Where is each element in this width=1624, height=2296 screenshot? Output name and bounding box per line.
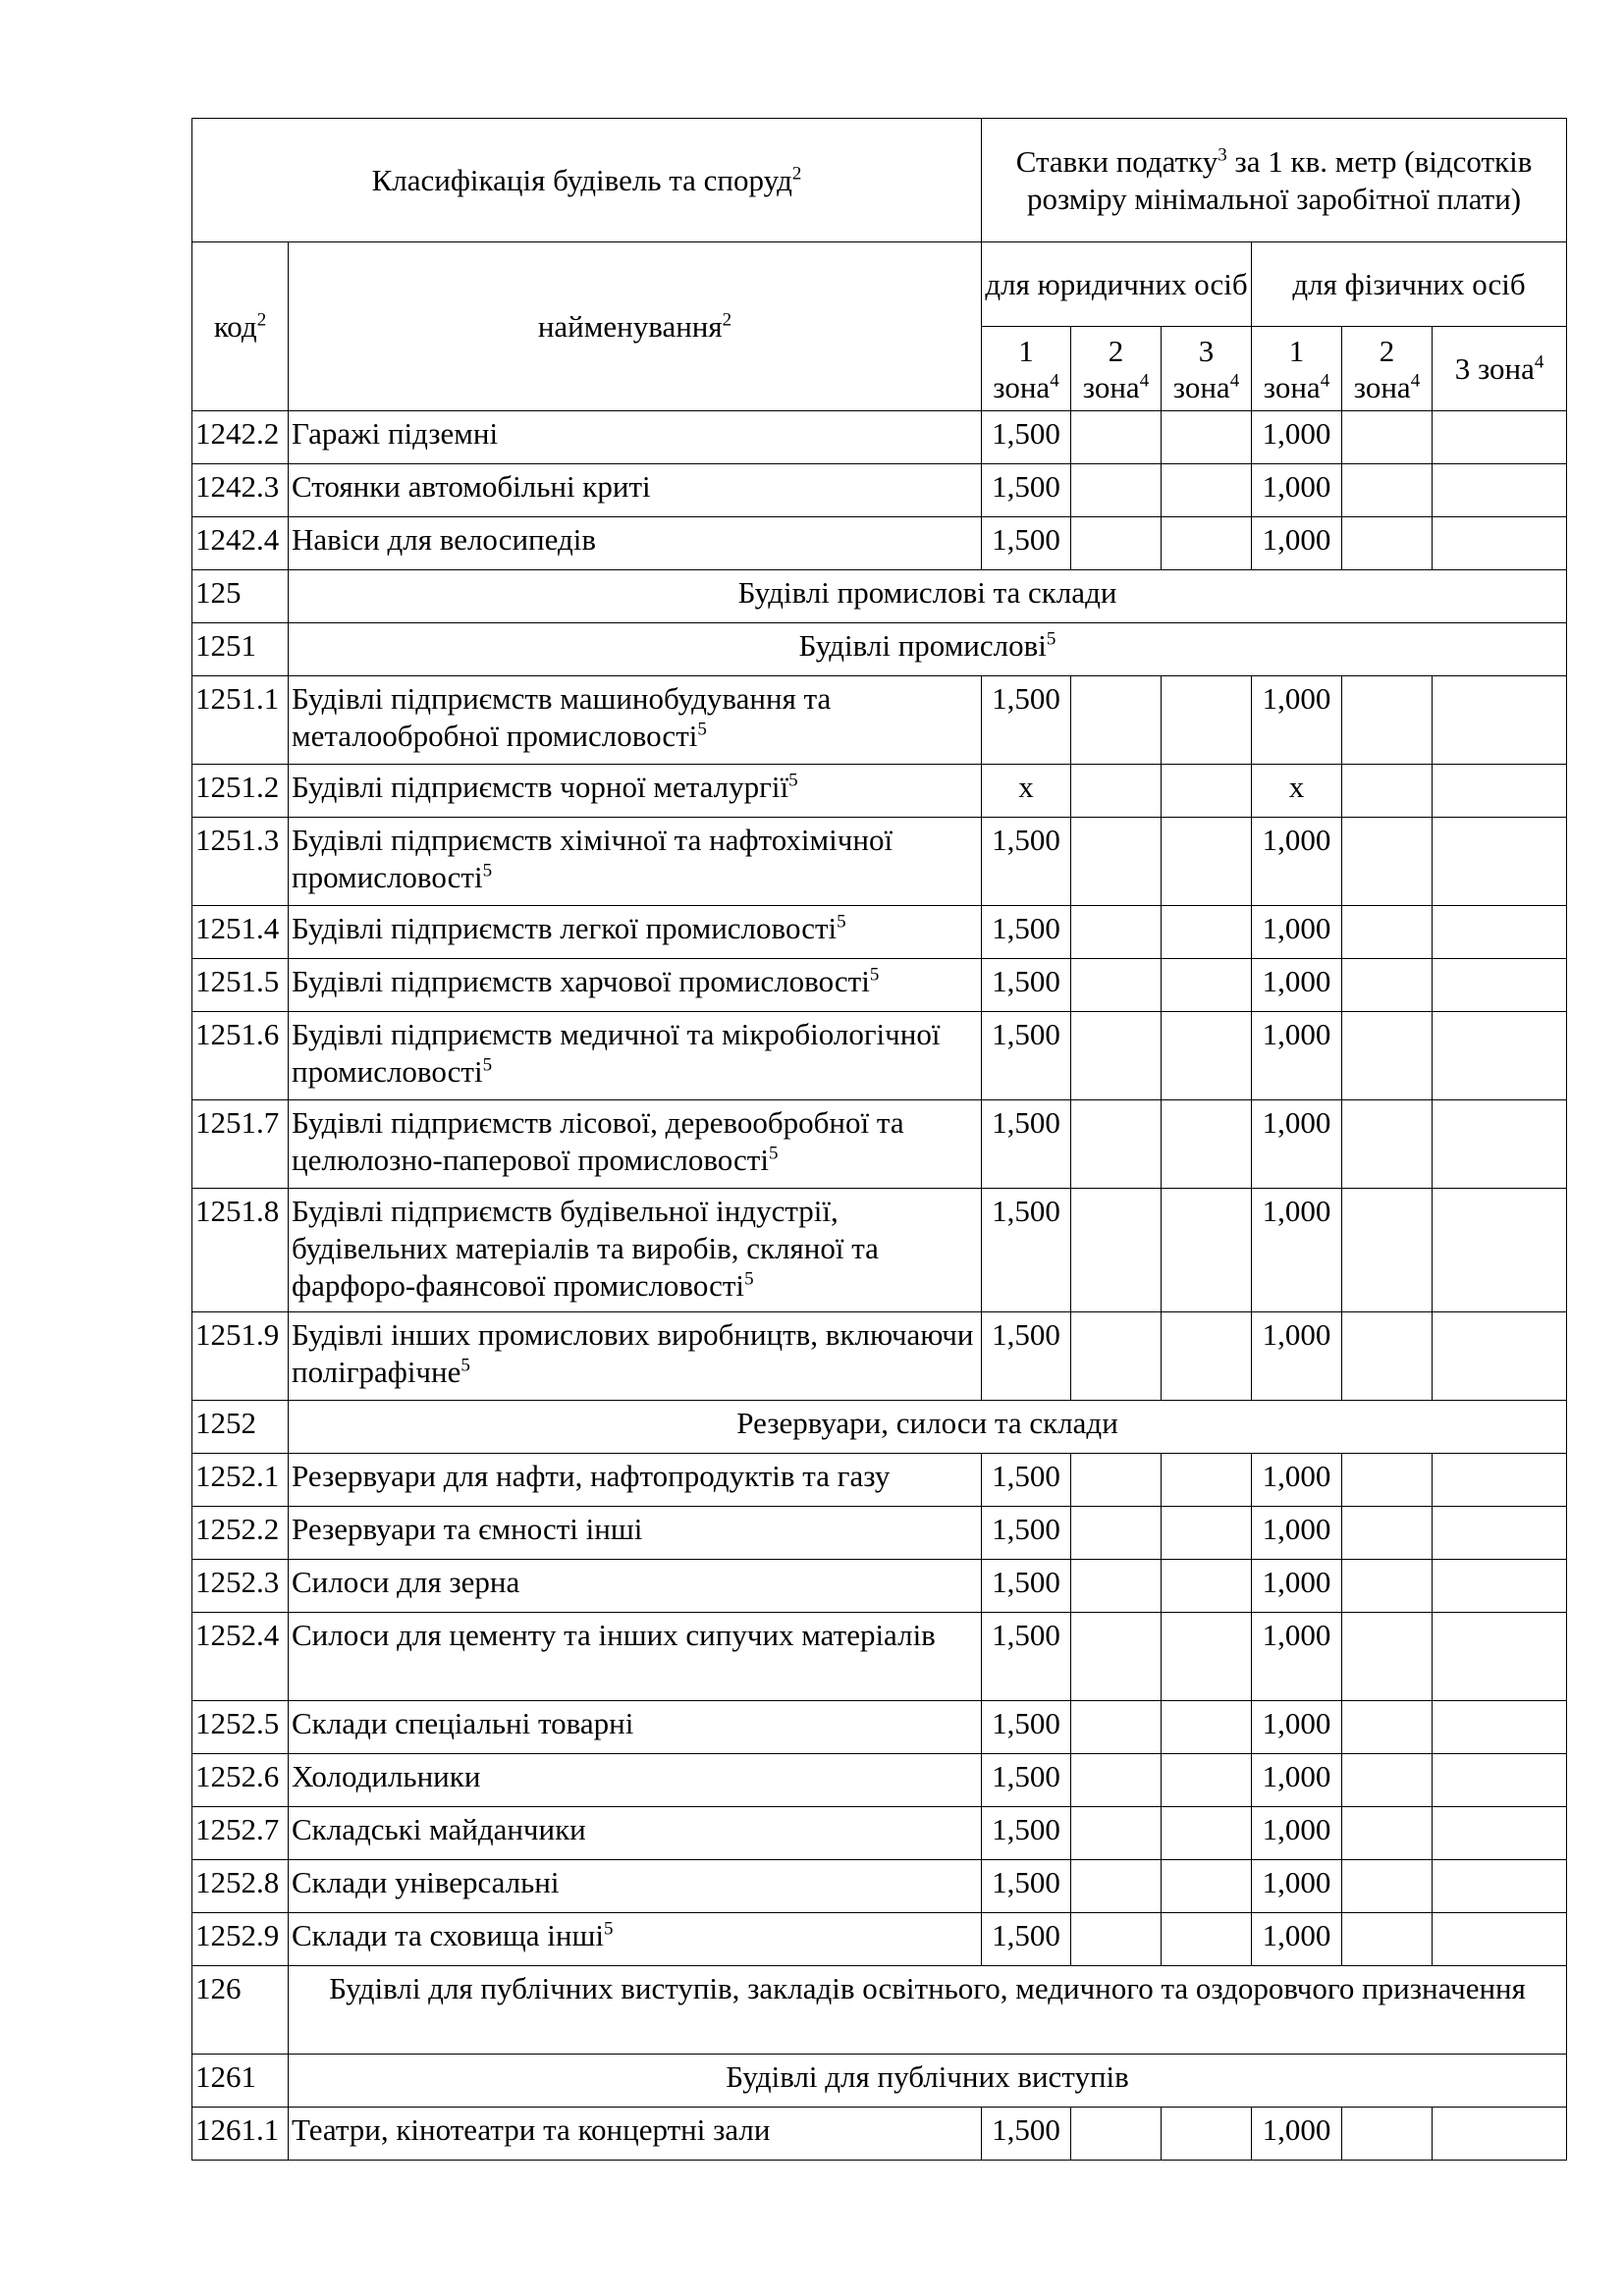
legal-zone1-rate: 1,500 [982, 1189, 1071, 1312]
row-footnote: 5 [482, 860, 493, 881]
physical-zone3-rate [1433, 2108, 1567, 2161]
table-row [192, 517, 1567, 570]
section-footnote: 5 [1046, 628, 1056, 650]
row-code: 1252 [192, 1401, 289, 1454]
table-row [192, 411, 1567, 464]
physical-zone3-rate [1433, 1913, 1567, 1966]
row-name [289, 1012, 982, 1100]
row-code: 126 [192, 1966, 289, 2055]
physical-zone3-rate [1433, 1807, 1567, 1860]
row-name [289, 676, 982, 765]
row-code: 1252.2 [192, 1507, 289, 1560]
physical-zone1-rate: 1,000 [1252, 1454, 1342, 1507]
row-name [289, 1860, 982, 1913]
physical-zone1-rate: 1,000 [1252, 1312, 1342, 1401]
physical-zone2-rate [1342, 1860, 1433, 1913]
row-name-text: Резервуари та ємності інші [292, 1512, 643, 1546]
row-name-text: Гаражі підземні [292, 416, 499, 451]
row-name-text: Склади спеціальні товарні [292, 1706, 634, 1740]
code-header [192, 242, 289, 411]
legal-zone3-rate [1162, 765, 1252, 818]
zone-header: 1 зона$^4$ [1252, 327, 1342, 411]
section-row [192, 623, 1567, 676]
legal-zone1-rate: 1,500 [982, 1913, 1071, 1966]
legal-zone2-rate [1071, 1189, 1162, 1312]
row-name-text: Складські майданчики [292, 1812, 586, 1846]
physical-zone3-rate [1433, 818, 1567, 906]
legal-zone1-rate: 1,500 [982, 1012, 1071, 1100]
table-row [192, 1454, 1567, 1507]
row-code: 1242.2 [192, 411, 289, 464]
table-row [192, 464, 1567, 517]
table-row [192, 1754, 1567, 1807]
row-name-text: Склади універсальні [292, 1865, 560, 1899]
row-name [289, 1312, 982, 1401]
zone-header: 2 зона$^4$ [1342, 327, 1433, 411]
section-title [289, 2055, 1567, 2108]
section-title-text: Резервуари, силоси та склади [736, 1406, 1118, 1440]
physical-zone3-rate [1433, 517, 1567, 570]
physical-zone1-rate: 1,000 [1252, 1613, 1342, 1701]
row-footnote: 5 [837, 911, 846, 933]
classification-header [192, 119, 982, 242]
physical-zone2-rate [1342, 1701, 1433, 1754]
row-name [289, 464, 982, 517]
physical-zone1-rate: 1,000 [1252, 906, 1342, 959]
legal-zone2-rate [1071, 411, 1162, 464]
row-name [289, 1100, 982, 1189]
physical-zone1-rate: 1,000 [1252, 1100, 1342, 1189]
row-footnote: 5 [603, 1918, 614, 1940]
physical-zone2-rate [1342, 959, 1433, 1012]
section-title-text: Будівлі промислові та склади [737, 575, 1117, 610]
table-row [192, 676, 1567, 765]
legal-zone3-rate [1162, 1613, 1252, 1701]
legal-zone3-rate [1162, 959, 1252, 1012]
row-name-text: Холодильники [292, 1759, 481, 1793]
legal-zone1-rate: 1,500 [982, 1754, 1071, 1807]
rates-label: Ставки податку [1015, 144, 1218, 180]
row-code: 125 [192, 570, 289, 623]
legal-zone2-rate [1071, 1754, 1162, 1807]
row-code: 1242.4 [192, 517, 289, 570]
row-name [289, 1913, 982, 1966]
physical-zone1-rate: 1,000 [1252, 517, 1342, 570]
legal-entities-header: для юридичних осіб [982, 242, 1252, 327]
row-name-text: Театри, кінотеатри та концертні зали [292, 2112, 771, 2147]
row-footnote: 5 [744, 1268, 754, 1290]
row-code: 1252.3 [192, 1560, 289, 1613]
table-row [192, 1860, 1567, 1913]
physical-zone2-rate [1342, 765, 1433, 818]
physical-zone3-rate [1433, 464, 1567, 517]
row-name-text: Будівлі підприємств лісової, деревообробної та целюлозно-паперової промисловості [292, 1105, 904, 1177]
legal-zone1-rate: 1,500 [982, 517, 1071, 570]
physical-zone1-rate: 1,000 [1252, 464, 1342, 517]
legal-zone3-rate [1162, 906, 1252, 959]
legal-zone2-rate [1071, 517, 1162, 570]
row-name-text: Резервуари для нафти, нафтопродуктів та газу [292, 1459, 891, 1493]
row-footnote: 5 [788, 770, 798, 791]
row-name-text: Силоси для цементу та інших сипучих матеріалів [292, 1618, 936, 1652]
legal-zone1-rate: 1,500 [982, 1613, 1071, 1701]
row-name [289, 1507, 982, 1560]
legal-zone3-rate [1162, 1807, 1252, 1860]
row-name-text: Будівлі підприємств чорної металургії [292, 770, 789, 804]
legal-zone3-rate [1162, 1312, 1252, 1401]
row-name-text: Будівлі підприємств медичної та мікробіологічної промисловості [292, 1017, 941, 1089]
row-code: 1251.2 [192, 765, 289, 818]
physical-zone1-rate: 1,000 [1252, 411, 1342, 464]
legal-zone1-rate: 1,500 [982, 1100, 1071, 1189]
physical-zone2-rate [1342, 676, 1433, 765]
physical-zone2-rate [1342, 1507, 1433, 1560]
legal-zone3-rate [1162, 1507, 1252, 1560]
row-name [289, 1454, 982, 1507]
physical-zone3-rate [1433, 959, 1567, 1012]
row-code: 1252.7 [192, 1807, 289, 1860]
row-code: 1252.4 [192, 1613, 289, 1701]
table-row [192, 906, 1567, 959]
section-title [289, 570, 1567, 623]
legal-zone3-rate [1162, 1012, 1252, 1100]
zone-header: 2 зона$^4$ [1071, 327, 1162, 411]
row-code: 1242.3 [192, 464, 289, 517]
row-code: 1251.5 [192, 959, 289, 1012]
zone-header: 3 зона$^4$ [1162, 327, 1252, 411]
physical-zone2-rate [1342, 1454, 1433, 1507]
name-label: найменування [537, 309, 723, 345]
code-footnote: 2 [256, 309, 267, 331]
legal-zone2-rate [1071, 2108, 1162, 2161]
row-code: 1251.7 [192, 1100, 289, 1189]
physical-zone3-rate [1433, 1012, 1567, 1100]
physical-zone2-rate [1342, 411, 1433, 464]
row-code: 1252.5 [192, 1701, 289, 1754]
physical-zone3-rate [1433, 1189, 1567, 1312]
row-name-text: Будівлі підприємств будівельної індустрії, будівельних матеріалів та виробів, скляної та фарфоро-фаянсової промисловості [292, 1194, 879, 1303]
physical-zone2-rate [1342, 1807, 1433, 1860]
row-name-text: Силоси для зерна [292, 1565, 520, 1599]
row-footnote: 5 [482, 1054, 493, 1076]
legal-zone2-rate [1071, 1807, 1162, 1860]
table-row [192, 1189, 1567, 1312]
physical-zone1-rate: 1,000 [1252, 1860, 1342, 1913]
physical-zone2-rate [1342, 464, 1433, 517]
legal-zone1-rate: 1,500 [982, 1701, 1071, 1754]
physical-zone1-rate: 1,000 [1252, 959, 1342, 1012]
physical-zone3-rate [1433, 1312, 1567, 1401]
legal-zone2-rate [1071, 676, 1162, 765]
row-footnote: 5 [697, 719, 707, 740]
legal-zone3-rate [1162, 676, 1252, 765]
legal-zone1-rate: 1,500 [982, 1807, 1071, 1860]
legal-zone3-rate [1162, 1454, 1252, 1507]
legal-zone1-rate: 1,500 [982, 1860, 1071, 1913]
rates-footnote: 3 [1218, 144, 1227, 166]
row-name-text: Стоянки автомобільні криті [292, 469, 651, 504]
physical-zone1-rate: 1,000 [1252, 1012, 1342, 1100]
physical-zone3-rate [1433, 1507, 1567, 1560]
table-row [192, 1807, 1567, 1860]
legal-zone3-rate [1162, 1913, 1252, 1966]
row-name [289, 765, 982, 818]
legal-zone1-rate: 1,500 [982, 676, 1071, 765]
physical-zone3-rate [1433, 1454, 1567, 1507]
legal-zone1-rate: 1,500 [982, 1454, 1071, 1507]
table-row [192, 1613, 1567, 1701]
table-row [192, 1507, 1567, 1560]
row-name [289, 1189, 982, 1312]
legal-zone1-rate: х [982, 765, 1071, 818]
physical-zone1-rate: 1,000 [1252, 1701, 1342, 1754]
legal-zone2-rate [1071, 1454, 1162, 1507]
legal-zone2-rate [1071, 464, 1162, 517]
classification-label: Класифікація будівель та споруд [371, 163, 792, 198]
zone-header: 1 зона$^4$ [982, 327, 1071, 411]
row-name [289, 1754, 982, 1807]
row-name-text: Будівлі інших промислових виробництв, включаючи поліграфічне [292, 1317, 974, 1389]
individuals-header: для фізичних осіб [1252, 242, 1567, 327]
physical-zone2-rate [1342, 1913, 1433, 1966]
physical-zone1-rate: 1,000 [1252, 1807, 1342, 1860]
physical-zone2-rate [1342, 1312, 1433, 1401]
row-code: 1252.6 [192, 1754, 289, 1807]
physical-zone3-rate [1433, 906, 1567, 959]
physical-zone3-rate [1433, 676, 1567, 765]
row-code: 1251 [192, 623, 289, 676]
legal-zone2-rate [1071, 1012, 1162, 1100]
legal-zone3-rate [1162, 2108, 1252, 2161]
row-code: 1261 [192, 2055, 289, 2108]
row-name [289, 1807, 982, 1860]
rates-label-rest: за 1 кв. метр (відсотків розміру мінімальної заробітної плати) [1026, 144, 1533, 216]
physical-zone2-rate [1342, 1100, 1433, 1189]
physical-zone2-rate [1342, 1189, 1433, 1312]
legal-zone3-rate [1162, 411, 1252, 464]
row-footnote: 5 [768, 1143, 779, 1164]
row-name-text: Будівлі підприємств хімічної та нафтохімічної промисловості [292, 823, 893, 894]
legal-zone2-rate [1071, 765, 1162, 818]
physical-zone1-rate: 1,000 [1252, 2108, 1342, 2161]
table-row [192, 1312, 1567, 1401]
name-footnote: 2 [722, 309, 732, 331]
row-code: 1251.8 [192, 1189, 289, 1312]
section-title [289, 1966, 1567, 2055]
row-name-text: Склади та сховища інші [292, 1918, 604, 1952]
legal-zone3-rate [1162, 517, 1252, 570]
classification-footnote: 2 [791, 163, 802, 185]
physical-zone1-rate: 1,000 [1252, 1560, 1342, 1613]
legal-zone2-rate [1071, 1100, 1162, 1189]
legal-zone2-rate [1071, 818, 1162, 906]
legal-zone3-rate [1162, 1701, 1252, 1754]
section-title [289, 1401, 1567, 1454]
physical-zone3-rate [1433, 1701, 1567, 1754]
table-row [192, 1913, 1567, 1966]
section-title-text: Будівлі для публічних виступів, закладів освітнього, медичного та оздоровчого призначення [329, 1971, 1526, 2005]
zone-header: 3 зона$^4$ [1433, 327, 1567, 411]
row-code: 1252.1 [192, 1454, 289, 1507]
physical-zone1-rate: х [1252, 765, 1342, 818]
section-title-text: Будівлі для публічних виступів [726, 2059, 1129, 2094]
legal-zone3-rate [1162, 1189, 1252, 1312]
physical-zone2-rate [1342, 1560, 1433, 1613]
legal-zone1-rate: 1,500 [982, 959, 1071, 1012]
table-row [192, 1100, 1567, 1189]
row-name [289, 1613, 982, 1701]
row-code: 1261.1 [192, 2108, 289, 2161]
legal-zone2-rate [1071, 959, 1162, 1012]
section-row [192, 2055, 1567, 2108]
legal-zone1-rate: 1,500 [982, 906, 1071, 959]
legal-zone2-rate [1071, 1560, 1162, 1613]
physical-zone2-rate [1342, 818, 1433, 906]
physical-zone3-rate [1433, 1754, 1567, 1807]
table-row [192, 1012, 1567, 1100]
row-name [289, 959, 982, 1012]
legal-zone2-rate [1071, 1860, 1162, 1913]
rates-header [982, 119, 1567, 242]
section-title [289, 623, 1567, 676]
legal-zone2-rate [1071, 1701, 1162, 1754]
table-row [192, 1701, 1567, 1754]
physical-zone3-rate [1433, 1860, 1567, 1913]
row-name-text: Будівлі підприємств легкої промисловості [292, 911, 838, 945]
row-footnote: 5 [869, 964, 880, 986]
physical-zone1-rate: 1,000 [1252, 1507, 1342, 1560]
row-footnote: 5 [460, 1355, 470, 1376]
physical-zone3-rate [1433, 765, 1567, 818]
table-body [192, 411, 1567, 2161]
tax-rates-table [191, 118, 1567, 2161]
name-header [289, 242, 982, 411]
legal-zone3-rate [1162, 1100, 1252, 1189]
row-code: 1252.8 [192, 1860, 289, 1913]
row-code: 1251.3 [192, 818, 289, 906]
row-code: 1251.9 [192, 1312, 289, 1401]
row-name-text: Будівлі підприємств харчової промисловості [292, 964, 870, 998]
row-code: 1251.1 [192, 676, 289, 765]
legal-zone2-rate [1071, 1613, 1162, 1701]
legal-zone1-rate: 1,500 [982, 2108, 1071, 2161]
physical-zone3-rate [1433, 411, 1567, 464]
table-row [192, 1560, 1567, 1613]
legal-zone3-rate [1162, 1754, 1252, 1807]
section-row [192, 1966, 1567, 2055]
legal-zone2-rate [1071, 1507, 1162, 1560]
physical-zone3-rate [1433, 1613, 1567, 1701]
legal-zone3-rate [1162, 464, 1252, 517]
physical-zone1-rate: 1,000 [1252, 818, 1342, 906]
row-name [289, 818, 982, 906]
legal-zone3-rate [1162, 1560, 1252, 1613]
table-row [192, 765, 1567, 818]
physical-zone2-rate [1342, 906, 1433, 959]
legal-zone3-rate [1162, 1860, 1252, 1913]
legal-zone1-rate: 1,500 [982, 464, 1071, 517]
row-name-text: Навіси для велосипедів [292, 522, 597, 557]
section-title-text: Будівлі промислові [798, 628, 1047, 663]
row-name [289, 411, 982, 464]
row-name [289, 517, 982, 570]
row-code: 1251.4 [192, 906, 289, 959]
physical-zone1-rate: 1,000 [1252, 1754, 1342, 1807]
row-name [289, 906, 982, 959]
table-row [192, 2108, 1567, 2161]
section-row [192, 1401, 1567, 1454]
legal-zone1-rate: 1,500 [982, 1560, 1071, 1613]
legal-zone1-rate: 1,500 [982, 1312, 1071, 1401]
legal-zone1-rate: 1,500 [982, 1507, 1071, 1560]
table-row [192, 959, 1567, 1012]
physical-zone3-rate [1433, 1560, 1567, 1613]
row-name [289, 1701, 982, 1754]
physical-zone1-rate: 1,000 [1252, 1913, 1342, 1966]
table-row [192, 818, 1567, 906]
legal-zone1-rate: 1,500 [982, 411, 1071, 464]
row-name [289, 1560, 982, 1613]
physical-zone2-rate [1342, 517, 1433, 570]
physical-zone1-rate: 1,000 [1252, 1189, 1342, 1312]
physical-zone2-rate [1342, 1613, 1433, 1701]
physical-zone2-rate [1342, 1754, 1433, 1807]
legal-zone2-rate [1071, 906, 1162, 959]
section-row [192, 570, 1567, 623]
legal-zone1-rate: 1,500 [982, 818, 1071, 906]
row-code: 1251.6 [192, 1012, 289, 1100]
code-label: код [213, 309, 257, 345]
physical-zone1-rate: 1,000 [1252, 676, 1342, 765]
physical-zone2-rate [1342, 1012, 1433, 1100]
physical-zone3-rate [1433, 1100, 1567, 1189]
legal-zone2-rate [1071, 1312, 1162, 1401]
physical-zone2-rate [1342, 2108, 1433, 2161]
row-name [289, 2108, 982, 2161]
legal-zone3-rate [1162, 818, 1252, 906]
row-code: 1252.9 [192, 1913, 289, 1966]
row-name-text: Будівлі підприємств машинобудування та металообробної промисловості [292, 681, 832, 753]
legal-zone2-rate [1071, 1913, 1162, 1966]
